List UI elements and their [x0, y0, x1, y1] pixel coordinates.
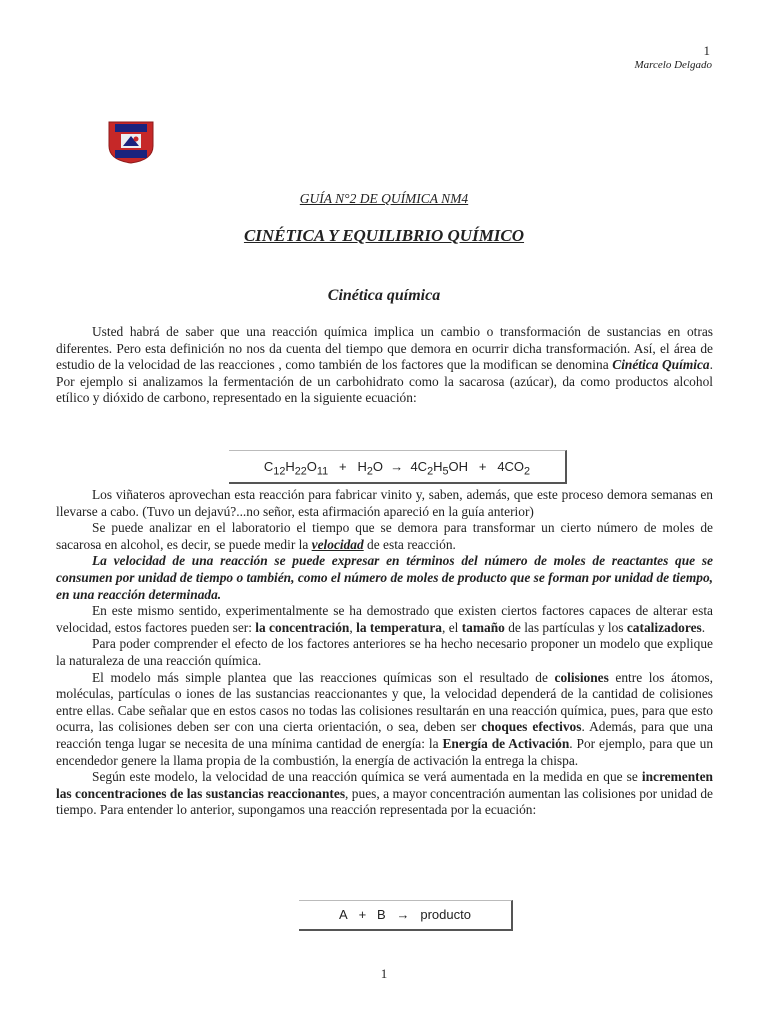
- eq1-p1-oh: OH: [448, 459, 469, 474]
- eq1-p1-sub2: 5: [442, 465, 449, 478]
- eq1-p1: 4C: [410, 459, 428, 474]
- school-logo: [106, 120, 156, 164]
- eq1-p1-sub1: 2: [427, 465, 434, 478]
- eq2-arrow-icon: →: [396, 907, 410, 922]
- author-name: Marcelo Delgado: [634, 59, 712, 71]
- eq2-product: producto: [420, 907, 471, 922]
- paragraph-concentration: [56, 769, 713, 819]
- eq2-a: A: [339, 907, 348, 922]
- conc-text-1: Según este modelo, la velocidad de una reacción química se verá aumentada en la medida en que se: [92, 769, 642, 785]
- eq1-plus2: +: [478, 459, 487, 474]
- header-page-number: 1: [703, 43, 710, 58]
- model-text-1: El modelo más simple plantea que las reacciones químicas son el resultado de: [92, 669, 555, 685]
- term-concentracion: la concentración: [255, 619, 350, 635]
- eq1-r1-sub3: 11: [316, 465, 329, 478]
- factors-end: .: [701, 619, 706, 635]
- term-energia-activacion: Energía de Activación: [442, 735, 570, 751]
- paragraph-collision-model: [56, 670, 713, 770]
- factors-sep-1: ,: [349, 619, 357, 635]
- eq1-r1-h: H: [285, 459, 295, 474]
- conc-text-2: , pues, a mayor concentración aumentan las colisiones por unidad de tiempo. Para entender lo anterior, supongamos una reacción representada por la ecuación:: [56, 785, 713, 818]
- term-cinetica-quimica: Cinética Química: [612, 357, 710, 373]
- main-body: [56, 487, 713, 819]
- paragraph-intro: [56, 324, 713, 407]
- term-catalizadores: catalizadores: [626, 619, 702, 635]
- eq1-r2-o: O: [372, 459, 383, 474]
- eq1-r1-sub2: 22: [294, 465, 307, 478]
- generic-reaction-equation: [299, 900, 513, 931]
- model-text-2: entre los átomos, moléculas, partículas o iones de las sustancias reaccionantes y que, la velocidad dependerá de la cantidad de colisiones entre ellas. Cabe señalar que en estos casos no todas las colisiones resultarán en una reacción química, pues, para que esto ocurra, las colisiones deben ser con una cierta orientación, o sea, deben ser: [56, 669, 713, 735]
- eq1-arrow-icon: →: [390, 459, 404, 474]
- factors-sep-2: , el: [442, 619, 462, 635]
- eq1-r2: H: [357, 459, 367, 474]
- term-tamano: tamaño: [461, 619, 505, 635]
- factors-text-1: En este mismo sentido, experimentalmente se ha demostrado que existen ciertos factores capaces de alterar esta velocidad, estos factores pueden ser:: [56, 603, 713, 635]
- paragraph-definition: La velocidad de una reacción se puede expresar en términos del número de moles de reactantes que se consumen por unidad de tiempo o también, como el número de moles de producto que se forman por unidad de tiempo, en una reacción determinada.: [56, 553, 713, 602]
- eq2-plus: +: [358, 907, 367, 922]
- model-text-3: . Además, para que una reacción tenga lugar se necesita de una mínima cantidad de energía: la: [56, 719, 714, 751]
- paragraph-laboratorio: [56, 520, 713, 553]
- eq2-b: B: [377, 907, 386, 922]
- intro-text-2: . Por ejemplo si analizamos la fermentación de un carbohidrato como la sacarosa (azúcar), da como productos alcohol etílico y dióxido de carbono, representado en la siguiente ecuación:: [56, 357, 713, 406]
- lab-text-1: Se puede analizar en el laboratorio el tiempo que se demora para transformar un cierto número de moles de sacarosa en alcohol, es decir, se puede medir la: [56, 520, 713, 552]
- term-temperatura: la temperatura: [356, 619, 442, 635]
- guide-title: GUÍA N°2 DE QUÍMICA NM4: [299, 191, 469, 206]
- eq1-p2-sub: 2: [524, 465, 531, 478]
- eq1-plus1: +: [339, 459, 347, 474]
- footer-page-number: 1: [380, 966, 388, 981]
- paragraph-factors: [56, 603, 713, 636]
- eq1-r1: C: [263, 459, 274, 474]
- eq1-r1-o: O: [306, 459, 317, 474]
- term-velocidad: velocidad: [311, 536, 364, 552]
- intro-section: [56, 324, 713, 407]
- eq1-p1-h: H: [433, 459, 443, 474]
- paragraph-vinateros: Los viñateros aprovechan esta reacción para fabricar vinito y, saben, además, que este proceso demora semanas en llevarse a cabo. (Tuvo un dejavú?...no señor, esta afirmación apareció en la guía anterior): [56, 487, 713, 519]
- main-title: CINÉTICA Y EQUILIBRIO QUÍMICO: [243, 226, 525, 245]
- section-title: Cinética química: [327, 287, 441, 304]
- intro-text-1: Usted habrá de saber que una reacción química implica un cambio o transformación de sustancias en otras diferentes. Pero esta definición no nos da cuenta del tiempo que demora en ocurrir dicha transformación. Así, el área de estudio de la velocidad de las reacciones , como también de los factores que la modifican se denomina: [56, 324, 713, 373]
- eq1-p2: 4CO: [497, 459, 525, 474]
- eq1-r2-sub: 2: [366, 465, 373, 478]
- eq1-r1-sub1: 12: [273, 465, 286, 478]
- term-incrementen-concentraciones: incrementen las concentraciones de las sustancias reaccionantes: [56, 769, 713, 801]
- term-colisiones: colisiones: [554, 669, 609, 685]
- paragraph-model-need: Para poder comprender el efecto de los factores anteriores se ha hecho necesario proponer un modelo que explique la naturaleza de una reacción química.: [56, 636, 713, 668]
- model-text-4: . Por ejemplo, para que un encendedor genere la llama propia de la combustión, la energía de activación la entrega la chispa.: [56, 735, 714, 768]
- lab-text-2: de esta reacción.: [363, 536, 456, 552]
- fermentation-equation: [229, 450, 567, 484]
- factors-text-2: de las partículas y los: [504, 619, 627, 635]
- term-choques-efectivos: choques efectivos: [481, 719, 582, 735]
